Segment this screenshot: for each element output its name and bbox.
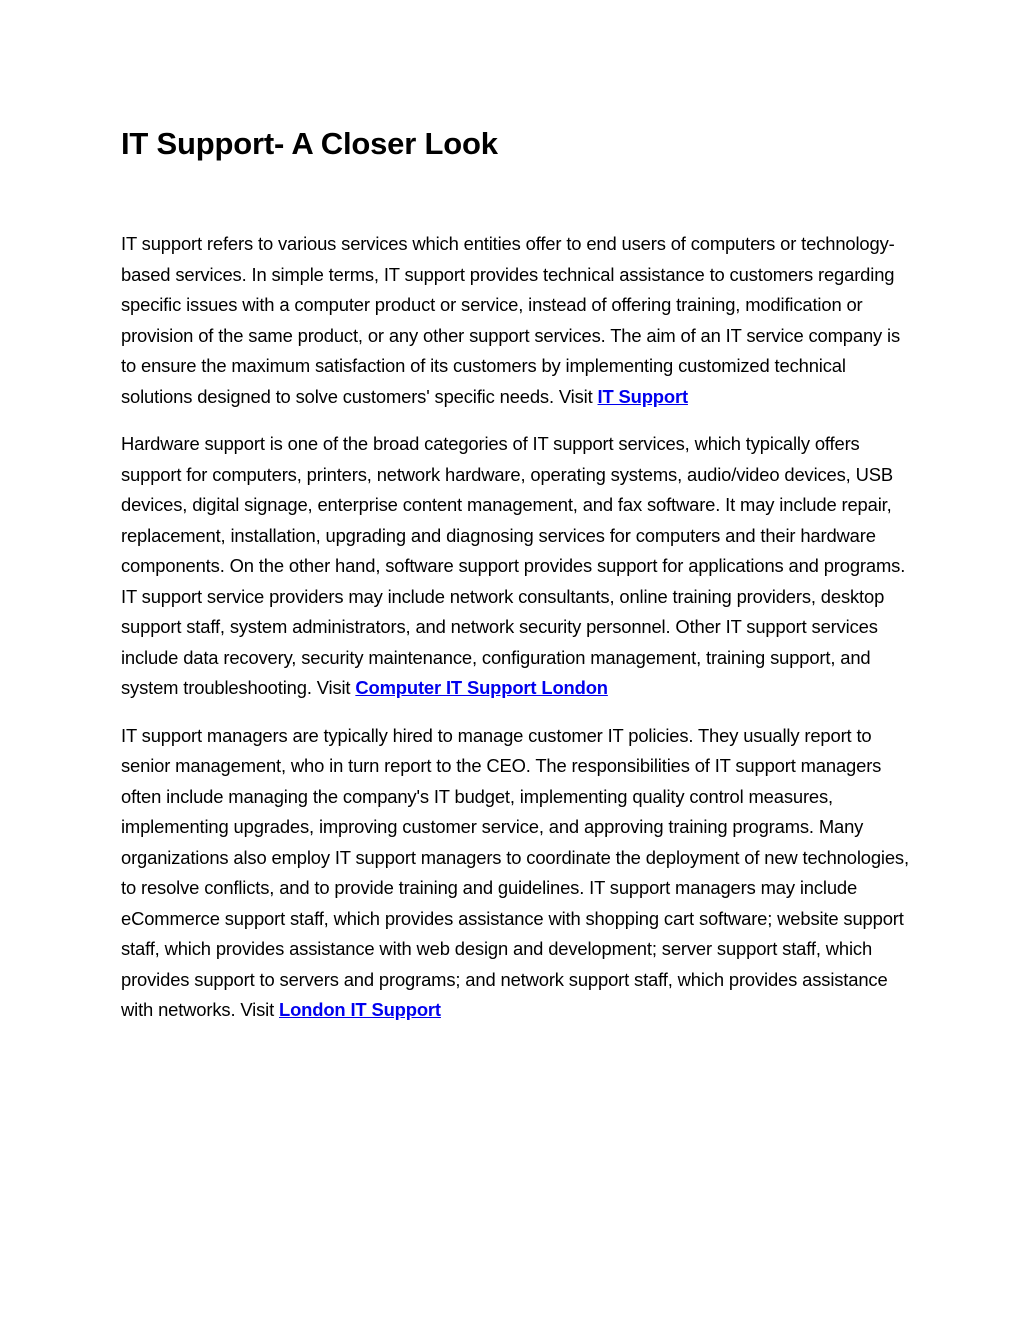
paragraph-managers-text: IT support managers are typically hired to manage customer IT policies. They usually report to senior management, who in turn report to the CEO. The responsibilities of IT support managers often include managing the company's IT budget, implementing quality control measures, implementing upgrades, improving customer service, and approving training programs. Many organizations also employ IT support managers to coordinate the deployment of new technologies, to resolve conflicts, and to provide training and guidelines. IT support managers may include eCommerce support staff, which provides assistance with shopping cart software; website support staff, which provides assistance with web design and development; server support staff, which provides support to servers and programs; and network support staff, which provides assistance with networks. Visit	[121, 724, 909, 1020]
it-support-link[interactable]: IT Support	[597, 385, 688, 407]
paragraph-hardware-text: Hardware support is one of the broad categories of IT support services, which typically offers support for computers, printers, network hardware, operating systems, audio/video devices, USB devices, digital signage, enterprise content management, and fax software. It may include repair, replacement, installation, upgrading and diagnosing services for computers and their hardware components. On the other hand, software support provides support for applications and programs. IT support service providers may include network consultants, online training providers, desktop support staff, system administrators, and network security personnel. Other IT support services include data recovery, security maintenance, configuration management, training support, and system troubleshooting. Visit	[121, 433, 906, 698]
page-title: IT Support- A Closer Look	[121, 126, 498, 161]
paragraph-managers	[121, 721, 911, 1026]
document-body	[121, 229, 911, 1043]
paragraph-intro-text: IT support refers to various services which entities offer to end users of computers or technology-based services. In simple terms, IT support provides technical assistance to customers regarding specific issues with a computer product or service, instead of offering training, modification or provision of the same product, or any other support services. The aim of an IT service company is to ensure the maximum satisfaction of its customers by implementing customized technical solutions designed to solve customers' specific needs. Visit	[121, 233, 901, 407]
paragraph-hardware	[121, 429, 911, 704]
paragraph-intro	[121, 229, 911, 412]
computer-it-support-london-link[interactable]: Computer IT Support London	[355, 677, 608, 698]
london-it-support-link[interactable]: London IT Support	[279, 999, 441, 1020]
